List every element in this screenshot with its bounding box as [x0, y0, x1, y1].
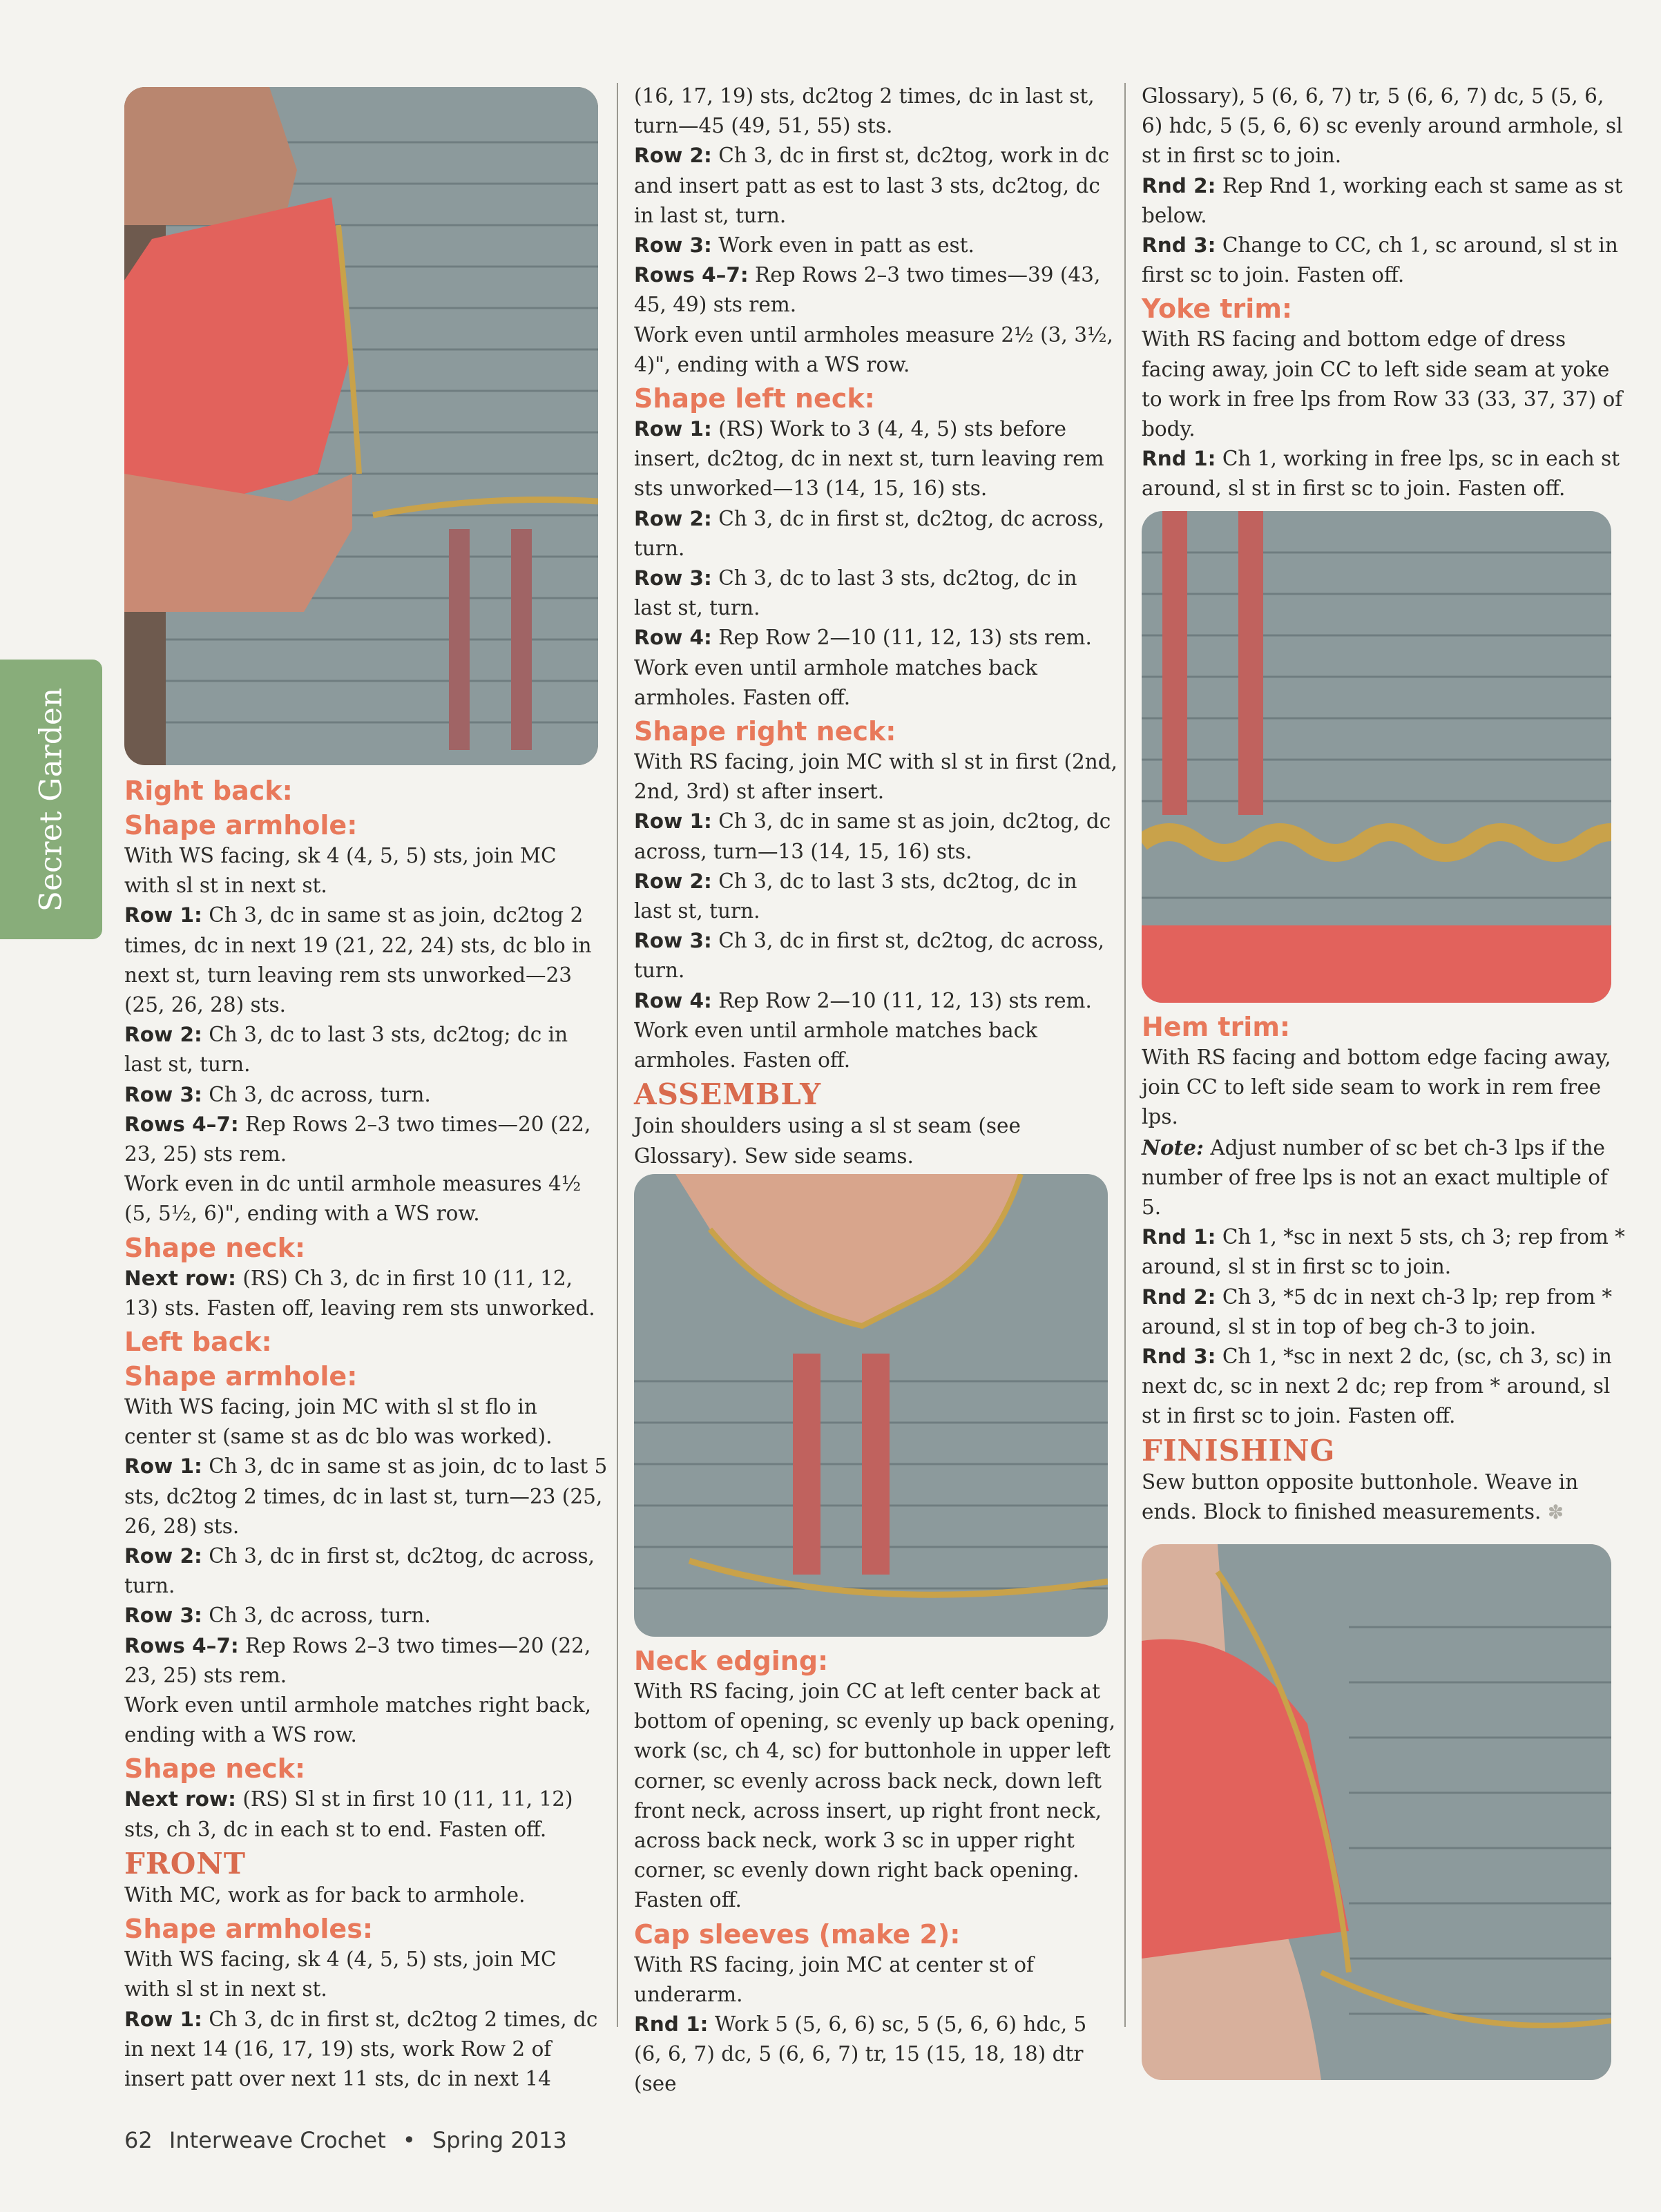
heading-shape-armholes: Shape armholes:	[124, 1914, 374, 1945]
instruction-row	[124, 1785, 608, 1844]
paragraph: With WS facing, sk 4 (4, 5, 5) sts, join MC with sl st in next st.	[124, 844, 557, 898]
row-label: Row 3:	[634, 566, 712, 590]
instruction-row	[634, 504, 1117, 564]
column-3	[1142, 81, 1625, 504]
row-text: Ch 3, dc in same st as join, dc2tog 2 times, dc in next 19 (21, 22, 24) sts, dc blo in next st, turn leaving rem sts unworked—23 (25, 26, 28) sts.	[124, 903, 592, 1017]
instruction-row	[1142, 444, 1625, 503]
row-label: Row 1:	[124, 903, 202, 927]
paragraph: Work even until armholes measure 2½ (3, 3½, 4)", ending with a WS row.	[634, 323, 1113, 376]
magazine-title: Interweave Crochet	[169, 2127, 386, 2153]
instruction-row	[124, 1110, 608, 1169]
heading-yoke-trim: Yoke trim:	[1142, 294, 1293, 325]
row-label: Rnd 1:	[1142, 447, 1216, 471]
instruction-row	[124, 1601, 608, 1631]
row-label: Row 1:	[124, 2007, 202, 2031]
photo-front-neck	[634, 1174, 1108, 1637]
end-ornament-icon: ✽	[1547, 1500, 1564, 1523]
row-text: Ch 3, dc to last 3 sts, dc2tog; dc in last st, turn.	[124, 1023, 568, 1077]
heading-neck-edging: Neck edging:	[634, 1646, 829, 1676]
row-text: Ch 3, dc in same st as join, dc to last 5 sts, dc2tog 2 times, dc in last st, turn—23 (25, 26, 28) sts.	[124, 1454, 608, 1538]
row-text: Ch 3, dc to last 3 sts, dc2tog, dc in last st, turn.	[634, 566, 1077, 620]
heading-shape-armhole: Shape armhole:	[124, 810, 358, 840]
column-rule	[617, 83, 618, 2027]
row-text: (RS) Work to 3 (4, 4, 5) sts before insert, dc2tog, dc in next st, turn leaving rem sts unworked—13 (14, 15, 16) sts.	[634, 417, 1104, 501]
instruction-row	[124, 901, 608, 1020]
paragraph: Work even until armhole matches right back, ending with a WS row.	[124, 1693, 591, 1747]
heading-shape-right-neck: Shape right neck:	[634, 716, 896, 747]
row-text: Rep Rows 2–3 two times—20 (22, 23, 25) sts rem.	[124, 1633, 591, 1687]
paragraph: With WS facing, sk 4 (4, 5, 5) sts, join MC with sl st in next st.	[124, 1947, 557, 2001]
row-text: Work even in patt as est.	[711, 233, 974, 258]
instruction-row	[124, 1020, 608, 1079]
row-text: Work 5 (5, 6, 6) sc, 5 (5, 6, 6) hdc, 5 (6, 6, 7) dc, 5 (6, 6, 7) tr, 15 (15, 18, 18) dtr (see	[634, 2012, 1087, 2096]
row-label: Rnd 1:	[1142, 1225, 1216, 1249]
row-text: Ch 3, *5 dc in next ch-3 lp; rep from * around, sl st in top of beg ch-3 to join.	[1142, 1285, 1613, 1338]
row-text: Ch 3, dc in first st, dc2tog 2 times, dc in next 14 (16, 17, 19) sts, work Row 2 of insert patt over next 11 sts, dc in next 14	[124, 2007, 598, 2090]
column-2	[634, 81, 1117, 1171]
row-text: Ch 3, dc in first st, dc2tog, work in dc and insert patt as est to last 3 sts, dc2tog, dc in last st, turn.	[634, 144, 1110, 227]
photo-cap-sleeve	[1142, 1544, 1611, 2080]
instruction-row	[1142, 1282, 1625, 1342]
heading-assembly: ASSEMBLY	[634, 1077, 822, 1112]
instruction-row	[1142, 231, 1625, 290]
row-text: Rep Rnd 1, working each st same as st below.	[1142, 173, 1623, 227]
footer-bullet: •	[402, 2127, 416, 2153]
row-label: Rows 4–7:	[124, 1633, 239, 1657]
instruction-row	[1142, 171, 1625, 231]
instruction-row	[124, 2005, 608, 2095]
heading-cap-sleeves: Cap sleeves (make 2):	[634, 1918, 961, 1950]
section-tab-label: Secret Garden	[33, 687, 69, 912]
heading-shape-left-neck: Shape left neck:	[634, 383, 875, 414]
row-label: Row 4:	[634, 626, 712, 650]
instruction-row	[634, 926, 1117, 985]
paragraph: With RS facing, join MC at center st of underarm.	[634, 1952, 1034, 2006]
row-label: Row 3:	[634, 929, 712, 953]
paragraph: With RS facing and bottom edge facing away, join CC to left side seam to work in rem free lps.	[1142, 1046, 1611, 1129]
instruction-row	[634, 867, 1117, 926]
instruction-row	[634, 623, 1117, 653]
row-text: Ch 3, dc to last 3 sts, dc2tog, dc in last st, turn.	[634, 869, 1077, 923]
paragraph: Work even until armhole matches back armholes. Fasten off.	[634, 1018, 1037, 1073]
row-label: Row 1:	[634, 809, 712, 834]
row-label: Next row:	[124, 1266, 236, 1290]
paragraph	[1142, 1468, 1625, 1527]
instruction-row	[1142, 1222, 1625, 1282]
photo-yoke-trim	[1142, 511, 1611, 1003]
row-text: Ch 3, dc across, turn.	[202, 1604, 431, 1628]
row-label: Rnd 1:	[634, 2012, 709, 2037]
instruction-row	[124, 1080, 608, 1110]
instruction-row	[634, 986, 1117, 1016]
heading-shape-neck: Shape neck:	[124, 1753, 306, 1785]
row-text: Rep Row 2—10 (11, 12, 13) sts rem.	[711, 626, 1092, 650]
paragraph: With MC, work as for back to armhole.	[124, 1883, 526, 1907]
instruction-row	[634, 414, 1117, 504]
paragraph: Glossary), 5 (6, 6, 7) tr, 5 (6, 6, 7) dc, 5 (5, 6, 6) hdc, 5 (5, 6, 6) sc evenly around armhole, sl st in first sc to join.	[1142, 84, 1623, 168]
instruction-row	[634, 141, 1117, 231]
instruction-row	[124, 1631, 608, 1691]
row-text: Ch 3, dc in first st, dc2tog, dc across, turn.	[634, 929, 1105, 983]
row-label: Rows 4–7:	[634, 263, 749, 287]
row-label: Rows 4–7:	[124, 1112, 239, 1136]
column-2-lower	[634, 1642, 1117, 2099]
row-text: Ch 3, dc in first st, dc2tog, dc across, turn.	[634, 506, 1105, 560]
paragraph: With RS facing, join CC at left center back at bottom of opening, sc evenly up back opening, work (sc, ch 4, sc) for buttonhole in upper left corner, sc evenly across back neck, down left front neck, across insert, up right front neck, across back neck, work 3 sc in upper right corner, sc evenly down right back opening. Fasten off.	[634, 1680, 1116, 1912]
row-label: Row 2:	[634, 869, 712, 893]
row-label: Row 2:	[634, 144, 712, 168]
row-label: Rnd 3:	[1142, 1345, 1216, 1369]
heading-right-back: Right back:	[124, 776, 293, 806]
heading-finishing: FINISHING	[1142, 1433, 1336, 1468]
instruction-row	[1142, 1342, 1625, 1432]
row-text: (RS) Ch 3, dc in first 10 (11, 12, 13) sts. Fasten off, leaving rem sts unworked.	[124, 1266, 595, 1320]
paragraph: With RS facing, join MC with sl st in first (2nd, 2nd, 3rd) st after insert.	[634, 750, 1117, 804]
row-text: (RS) Sl st in first 10 (11, 11, 12) sts, ch 3, dc in each st to end. Fasten off.	[124, 1787, 573, 1841]
instruction-row	[634, 807, 1117, 866]
note	[1142, 1133, 1625, 1223]
paragraph: With WS facing, join MC with sl st flo in center st (same st as dc blo was worked).	[124, 1395, 553, 1449]
heading-front: FRONT	[124, 1846, 246, 1881]
instruction-row	[124, 1264, 608, 1323]
row-text: Rep Rows 2–3 two times—39 (43, 45, 49) sts rem.	[634, 263, 1101, 317]
paragraph: Work even until armhole matches back armholes. Fasten off.	[634, 655, 1037, 709]
row-text: Rep Rows 2–3 two times—20 (22, 23, 25) sts rem.	[124, 1112, 591, 1166]
note-text: Adjust number of sc bet ch-3 lps if the number of free lps is not an exact multiple of 5.	[1142, 1135, 1608, 1220]
column-rule	[1124, 83, 1126, 2027]
row-text: Ch 3, dc in first st, dc2tog, dc across, turn.	[124, 1544, 595, 1598]
heading-shape-neck: Shape neck:	[124, 1232, 306, 1263]
page-footer	[124, 2127, 577, 2153]
paragraph: Work even in dc until armhole measures 4½ (5, 5½, 6)", ending with a WS row.	[124, 1172, 582, 1226]
row-text: Change to CC, ch 1, sc around, sl st in first sc to join. Fasten off.	[1142, 233, 1618, 287]
row-text: Ch 3, dc in same st as join, dc2tog, dc across, turn—13 (14, 15, 16) sts.	[634, 809, 1111, 863]
row-text: Ch 3, dc across, turn.	[202, 1082, 431, 1106]
instruction-row	[634, 231, 1117, 260]
instruction-row	[634, 564, 1117, 623]
row-label: Rnd 2:	[1142, 1285, 1216, 1309]
finishing-text: Sew button opposite buttonhole. Weave in ends. Block to finished measurements.	[1142, 1470, 1579, 1523]
row-label: Row 2:	[124, 1544, 202, 1568]
page-number: 62	[124, 2127, 153, 2153]
row-text: Ch 1, working in free lps, sc in each st around, sl st in first sc to join. Fasten off.	[1142, 447, 1620, 501]
heading-hem-trim: Hem trim:	[1142, 1012, 1291, 1042]
row-label: Row 4:	[634, 988, 712, 1012]
paragraph: Join shoulders using a sl st seam (see Glossary). Sew side seams.	[634, 1114, 1021, 1168]
heading-left-back: Left back:	[124, 1327, 272, 1358]
column-1	[124, 772, 608, 2094]
note-label: Note:	[1142, 1135, 1204, 1160]
row-label: Row 1:	[124, 1454, 202, 1479]
row-label: Row 3:	[124, 1082, 202, 1106]
instruction-row	[124, 1541, 608, 1601]
row-label: Row 2:	[634, 506, 712, 530]
paragraph: (16, 17, 19) sts, dc2tog 2 times, dc in last st, turn—45 (49, 51, 55) sts.	[634, 84, 1095, 138]
row-label: Row 2:	[124, 1023, 202, 1047]
instruction-row	[634, 2010, 1117, 2099]
instruction-row	[124, 1452, 608, 1541]
column-3-lower	[1142, 1008, 1625, 1527]
row-label: Row 3:	[634, 233, 712, 258]
row-label: Rnd 2:	[1142, 173, 1216, 198]
row-text: Ch 1, *sc in next 2 dc, (sc, ch 3, sc) in next dc, sc in next 2 dc; rep from * around, sl st in first sc to join. Fasten off.	[1142, 1345, 1612, 1428]
issue-name: Spring 2013	[432, 2127, 567, 2153]
row-text: Rep Row 2—10 (11, 12, 13) sts rem.	[711, 988, 1092, 1012]
row-label: Next row:	[124, 1787, 236, 1811]
row-text: Ch 1, *sc in next 5 sts, ch 3; rep from * around, sl st in first sc to join.	[1142, 1225, 1625, 1279]
photo-back-shoulder	[124, 87, 598, 765]
heading-shape-armhole: Shape armhole:	[124, 1361, 358, 1392]
section-tab	[0, 660, 102, 939]
row-label: Rnd 3:	[1142, 233, 1216, 258]
paragraph: With RS facing and bottom edge of dress facing away, join CC to left side seam at yoke to work in free lps from Row 33 (33, 37, 37) of body.	[1142, 327, 1623, 441]
instruction-row	[634, 260, 1117, 320]
row-label: Row 3:	[124, 1604, 202, 1628]
row-label: Row 1:	[634, 417, 712, 441]
